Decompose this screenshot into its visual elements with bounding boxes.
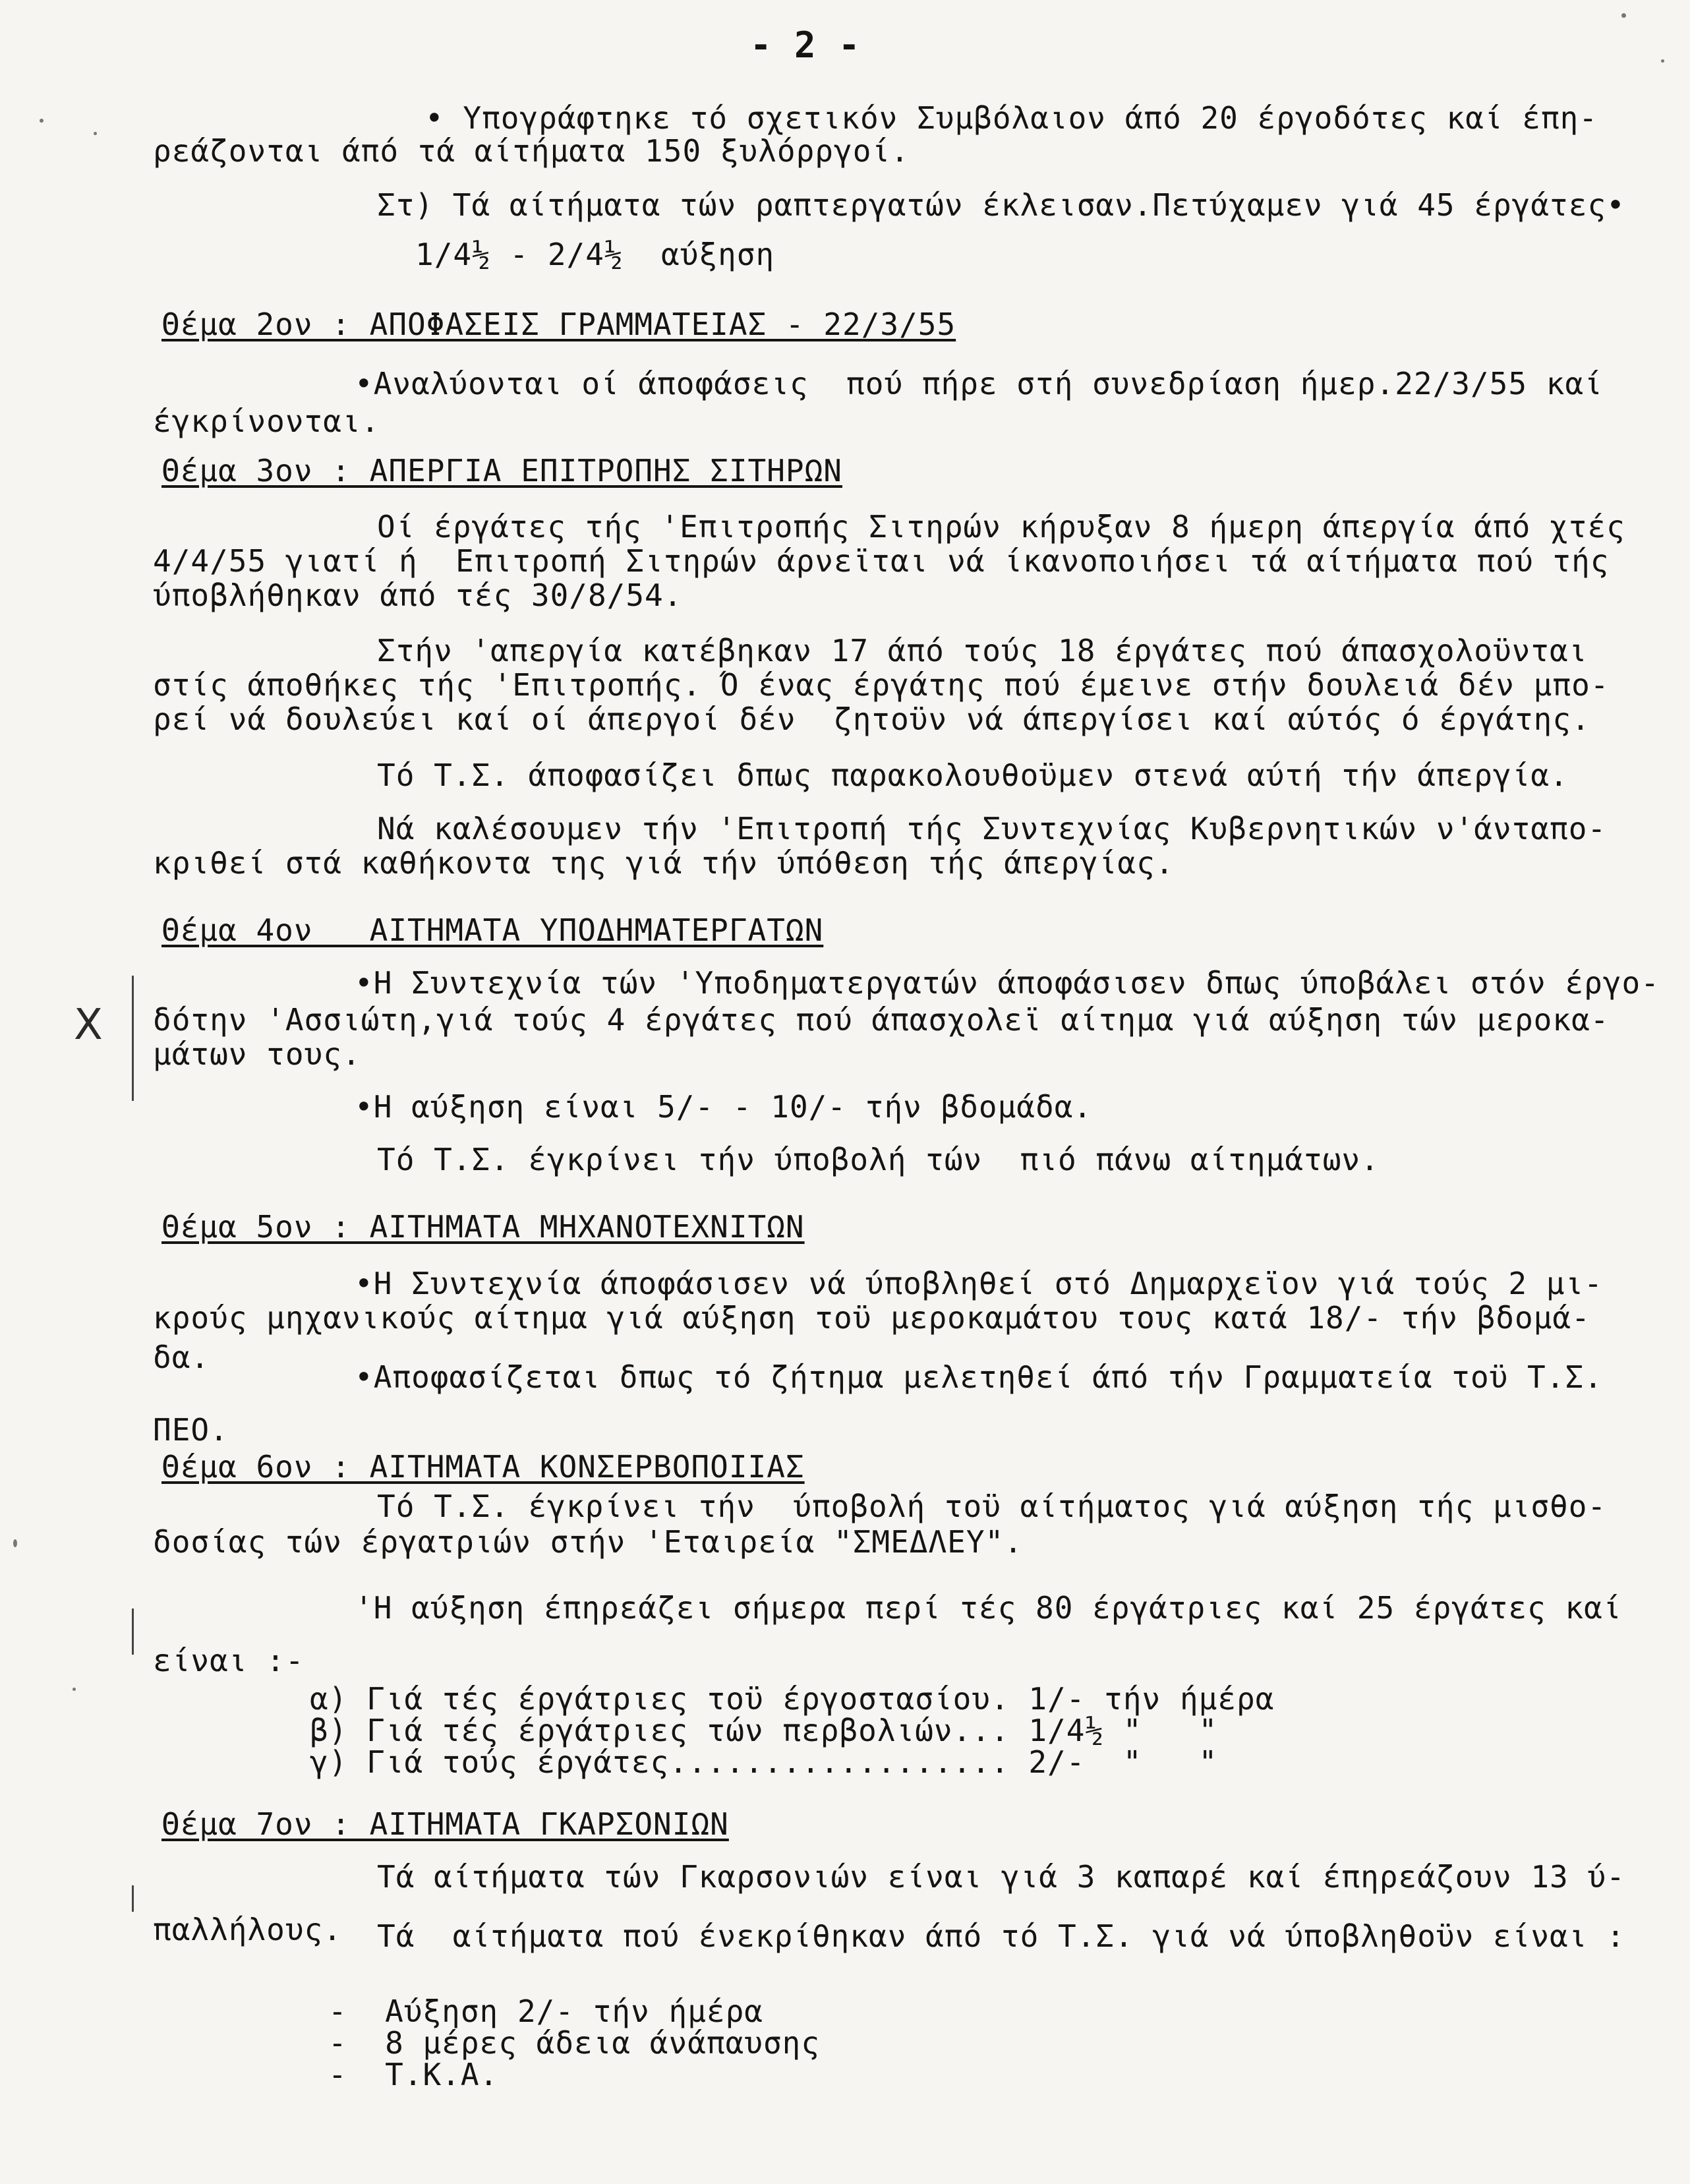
scan-speck (94, 132, 97, 135)
text-line: Νά καλέσουμεν τήν 'Επιτροπή τής Συντεχνίας Κυβερνητικών ν'άνταπο- (377, 811, 1607, 846)
page-number: - 2 - (750, 24, 861, 66)
section-heading: Θέμα 5ον : ΑΙΤΗΜΑΤΑ ΜΗΧΑΝΟΤΕΧΝΙΤΩΝ (161, 1209, 805, 1245)
handwritten-x-mark: X (74, 1001, 103, 1049)
text-line: ΠΕΟ. (153, 1412, 229, 1448)
section-heading: Θέμα 2ον : ΑΠΟΦΑΣΕΙΣ ΓΡΑΜΜΑΤΕΙΑΣ - 22/3/55 (161, 307, 956, 342)
text-line: μάτων τους. (153, 1036, 361, 1072)
text-line: - 8 μέρες άδεια άνάπαυσης (328, 2025, 821, 2061)
text-line: γ) Γιά τούς έργάτες.................. 2/- " " (310, 1744, 1218, 1780)
text-line: •Η αύξηση είναι 5/- - 10/- τήν βδομάδα. (355, 1089, 1093, 1125)
text-line: έγκρίνονται. (153, 403, 380, 439)
text-line: •Η Συντεχνία τών 'Υποδηματεργατών άποφάσισεν δπως ύποβάλει στόν έργο- (355, 965, 1660, 1001)
text-line: Οί έργάτες τής 'Επιτροπής Σιτηρών κήρυξαν 8 ήμερη άπεργία άπό χτές (377, 509, 1625, 545)
text-line: - Τ.Κ.Α. (328, 2057, 499, 2092)
text-line: Στ) Τά αίτήματα τών ραπτεργατών έκλεισαν.Πετύχαμεν γιά 45 έργάτες• (377, 187, 1625, 223)
text-line: Στήν 'απεργία κατέβηκαν 17 άπό τούς 18 έργάτες πού άπασχολοϋνται (377, 633, 1588, 668)
section-heading: Θέμα 4ον ΑΙΤΗΜΑΤΑ ΥΠΟΔΗΜΑΤΕΡΓΑΤΩΝ (161, 912, 824, 948)
text-line: κριθεί στά καθήκοντα της γιά τήν ύπόθεση τής άπεργίας. (153, 845, 1175, 881)
text-line: κρούς μηχανικούς αίτημα γιά αύξηση τοϋ μεροκαμάτου τους κατά 18/- τήν βδομά- (153, 1300, 1590, 1336)
text-line: •Αναλύονται οί άποφάσεις πού πήρε στή συνεδρίαση ήμερ.22/3/55 καί (355, 366, 1603, 401)
text-line: είναι :- (153, 1643, 305, 1678)
text-line: β) Γιά τές έργάτριες τών περβολιών... 1/4½ " " (310, 1713, 1218, 1748)
text-line: στίς άποθήκες τής 'Επιτροπής. Ό ένας έργάτης πού έμεινε στήν δουλειά δέν μπο- (153, 667, 1610, 703)
text-line: Τά αίτήματα τών Γκαρσονιών είναι γιά 3 καπαρέ καί έπηρεάζουν 13 ύ- (377, 1859, 1625, 1895)
text-line: α) Γιά τές έργάτριες τοϋ έργοστασίου. 1/- τήν ήμέρα (310, 1681, 1275, 1717)
section-heading: Θέμα 7ον : ΑΙΤΗΜΑΤΑ ΓΚΑΡΣΟΝΙΩΝ (161, 1806, 729, 1842)
text-line: • Υπογράφτηκε τό σχετικόν Συμβόλαιον άπό 20 έργοδότες καί έπη- (425, 100, 1598, 136)
text-line: Τά αίτήματα πού ένεκρίθηκαν άπό τό Τ.Σ. γιά νά ύποβληθοϋν είναι : (377, 1918, 1625, 1954)
section-heading: Θέμα 6ον : ΑΙΤΗΜΑΤΑ ΚΟΝΣΕΡΒΟΠΟΙΙΑΣ (161, 1449, 805, 1485)
margin-tick-line (132, 1608, 134, 1655)
text-line: ρεί νά δουλεύει καί οί άπεργοί δέν ζητοϋν νά άπεργίσει καί αύτός ό έργάτης. (153, 701, 1590, 737)
text-line: παλλήλους. (153, 1912, 342, 1947)
text-line: 1/4½ - 2/4½ αύξηση (415, 237, 775, 272)
scan-speck (1661, 59, 1664, 63)
text-line: 'Η αύξηση έπηρεάζει σήμερα περί τές 80 έργάτριες καί 25 έργάτες καί (355, 1590, 1622, 1626)
text-line: 4/4/55 γιατί ή Επιτροπή Σιτηρών άρνεϊται νά ίκανοποιήσει τά αίτήματα πού τής (153, 543, 1610, 579)
scan-speck (73, 1688, 76, 1691)
section-heading: Θέμα 3ον : ΑΠΕΡΓΙΑ ΕΠΙΤΡΟΠΗΣ ΣΙΤΗΡΩΝ (161, 453, 842, 488)
text-line: Τό Τ.Σ. άποφασίζει δπως παρακολουθοϋμεν στενά αύτή τήν άπεργία. (377, 757, 1569, 793)
scan-speck (1621, 13, 1626, 18)
scan-speck (13, 1539, 17, 1547)
text-line: δοσίας τών έργατριών στήν 'Εταιρεία "ΣΜΕΔΛΕΥ". (153, 1524, 1023, 1560)
scan-speck (40, 119, 44, 123)
text-line: δα. (153, 1340, 210, 1375)
margin-tick-line (132, 1885, 134, 1912)
margin-bracket-line (132, 976, 134, 1101)
text-line: •Η Συντεχνία άποφάσισεν νά ύποβληθεί στό Δημαρχεϊον γιά τούς 2 μι- (355, 1266, 1603, 1301)
text-line: δότην 'Ασσιώτη,γιά τούς 4 έργάτες πού άπασχολεϊ αίτημα γιά αύξηση τών μεροκα- (153, 1002, 1610, 1038)
text-line: ύποβλήθηκαν άπό τές 30/8/54. (153, 577, 683, 613)
text-line: •Αποφασίζεται δπως τό ζήτημα μελετηθεί άπό τήν Γραμματεία τοϋ Τ.Σ. (355, 1359, 1603, 1395)
text-line: ρεάζονται άπό τά αίτήματα 150 ξυλόρργοί. (153, 133, 910, 169)
text-line: Τό Τ.Σ. έγκρίνει τήν ύποβολή τών πιό πάνω αίτημάτων. (377, 1142, 1380, 1177)
text-line: - Αύξηση 2/- τήν ήμέρα (328, 1993, 763, 2029)
text-line: Τό Τ.Σ. έγκρίνει τήν ύποβολή τοϋ αίτήματος γιά αύξηση τής μισθο- (377, 1489, 1607, 1524)
